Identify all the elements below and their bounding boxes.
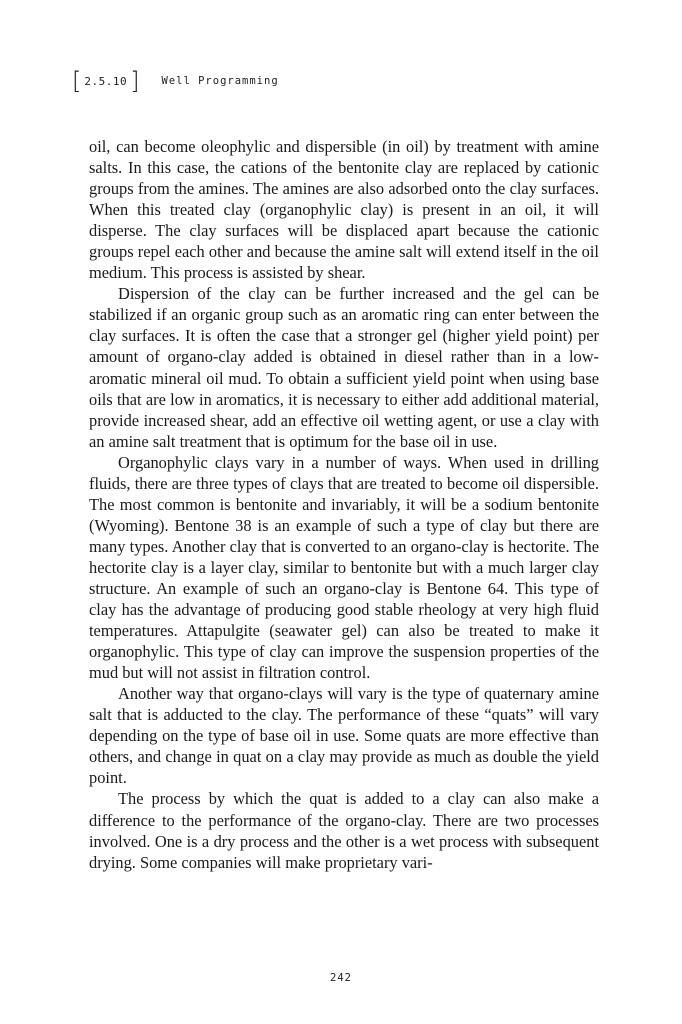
paragraph-5: The process by which the quat is added to a clay can also make a difference to the performance of the organo-clay. There are two processes involved. One is a dry process and the other is a wet process with subsequent drying. Some companies will make proprietary vari-	[89, 789, 599, 872]
paragraph-1: oil, can become oleophylic and dispersible (in oil) by treatment with amine salts. In this case, the cations of the bentonite clay are replaced by cationic groups from the amines. The amines are also adsorbed onto the clay surfaces. When this treated clay (organophylic clay) is present in an oil, it will disperse. The clay surfaces will be displaced apart because the cationic groups repel each other and because the amine salt will extend itself in the oil medium. This process is assisted by shear.	[89, 137, 599, 283]
paragraph-3: Organophylic clays vary in a number of ways. When used in drilling fluids, there are three types of clays that are treated to become oil dispersible. The most common is bentonite and invariably, it will be a sodium bentonite (Wyoming). Bentone 38 is an example of such a type of clay but there are many types. Another clay that is converted to an organo-clay is hectorite. The hectorite clay is a layer clay, similar to bentonite but with a much larger clay structure. An example of such an organo-clay is Bentone 64. This type of clay has the advantage of producing good stable rheology at very high fluid temperatures. Attapulgite (seawater gel) can also be treated to make it organophylic. This type of clay can improve the suspension properties of the mud but will not assist in filtration control.	[89, 452, 599, 683]
running-header	[72, 68, 279, 94]
left-bracket-icon: [	[72, 67, 82, 95]
right-bracket-icon: ]	[130, 67, 140, 95]
section-number: 2.5.10	[84, 74, 128, 88]
paragraph-2: Dispersion of the clay can be further increased and the gel can be stabilized if an organic group such as an aromatic ring can enter between the clay surfaces. It is often the case that a stronger gel (higher yield point) per amount of organo-clay added is obtained in diesel rather than in a low-aromatic mineral oil mud. To obtain a sufficient yield point when using base oils that are low in aromatics, it is necessary to either add additional material, provide increased shear, add an effective oil wetting agent, or use a clay with an amine salt treatment that is optimum for the base oil in use.	[89, 284, 599, 451]
paragraph-4: Another way that organo-clays will vary is the type of quaternary amine salt that is adducted to the clay. The performance of these “quats” will vary depending on the type of base oil in use. Some quats are more effective than others, and change in quat on a clay may provide as much as double the yield point.	[89, 684, 599, 788]
running-title: Well Programming	[161, 75, 279, 87]
page-number: 242	[330, 972, 352, 984]
body-text	[89, 136, 599, 873]
